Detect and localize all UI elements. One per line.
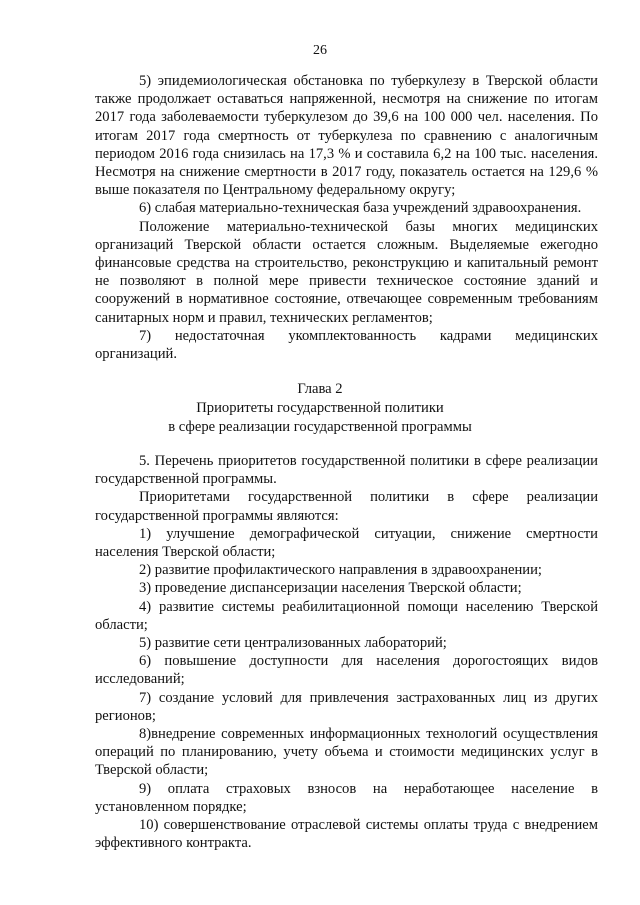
paragraph-priorities-list-intro: 5. Перечень приоритетов государственной политики в сфере реализации государственной программы. bbox=[95, 453, 598, 488]
paragraph-priorities-lead: Приоритетами государственной политики в сфере реализации государственной программы являются: bbox=[95, 489, 598, 524]
paragraph-item-6-material-base: 6) слабая материально-техническая база учреждений здравоохранения. bbox=[139, 200, 582, 217]
priority-item-1: 1) улучшение демографической ситуации, снижение смертности населения Тверской области; bbox=[95, 525, 598, 561]
priority-item-10: 10) совершенствование отраслевой системы оплаты труда с внедрением эффективного контракта. bbox=[95, 817, 598, 852]
priority-item-8: 8)внедрение современных информационных технологий осуществления операций по планированию, учету объема и стоимости медицинских услуг в Тверской области; bbox=[95, 726, 598, 779]
chapter-heading bbox=[0, 380, 640, 437]
paragraph-material-base-details: Положение материально-технической базы многих медицинских организаций Тверской области остается сложным. Выделяемые ежегодно финансовые средства на строительство, реконструкцию и капитальный ремонт не позволяют в полной мере привести техническое состояние зданий и сооружений в нормативное состояние, отвечающее современным требованиям санитарных норм и правил, технических регламентов; bbox=[95, 218, 598, 326]
priority-item-9: 9) оплата страховых взносов на неработающее население в установленном порядке; bbox=[95, 780, 598, 815]
priority-item-7: 7) создание условий для привлечения застрахованных лиц из других регионов; bbox=[95, 689, 598, 724]
priorities-section bbox=[95, 452, 598, 852]
chapter-title-line-1: Приоритеты государственной политики bbox=[196, 400, 444, 416]
paragraph-item-7-staffing: 7) недостаточная укомплектованность кадрами медицинских организаций. bbox=[95, 327, 598, 363]
priority-item-6: 6) повышение доступности для населения дорогостоящих видов исследований; bbox=[95, 653, 598, 688]
priority-item-5: 5) развитие сети централизованных лабораторий; bbox=[139, 635, 447, 652]
page-number: 26 bbox=[313, 43, 327, 58]
chapter-label: Глава 2 bbox=[297, 381, 343, 397]
priority-item-4: 4) развитие системы реабилитационной помощи населению Тверской области; bbox=[95, 598, 598, 633]
top-section bbox=[95, 72, 598, 363]
priority-item-2: 2) развитие профилактического направления в здравоохранении; bbox=[139, 562, 542, 579]
priority-item-3: 3) проведение диспансеризации населения Тверской области; bbox=[139, 580, 522, 597]
chapter-title-line-2: в сфере реализации государственной программы bbox=[168, 419, 472, 435]
paragraph-item-5-tuberculosis: 5) эпидемиологическая обстановка по туберкулезу в Тверской области также продолжает оставаться напряженной, несмотря на снижение по итогам 2017 года заболеваемости туберкулезом до 39,6 на 100 000 чел. населения. По итогам 2017 года смертность от туберкулеза по сравнению с аналогичным периодом 2016 года снизилась на 17,3 % и составила 6,2 на 100 тыс. населения. Несмотря на снижение смертности в 2017 году, показатель остается на 129,6 % выше показателя по Центральному федеральному округу; bbox=[95, 73, 598, 199]
